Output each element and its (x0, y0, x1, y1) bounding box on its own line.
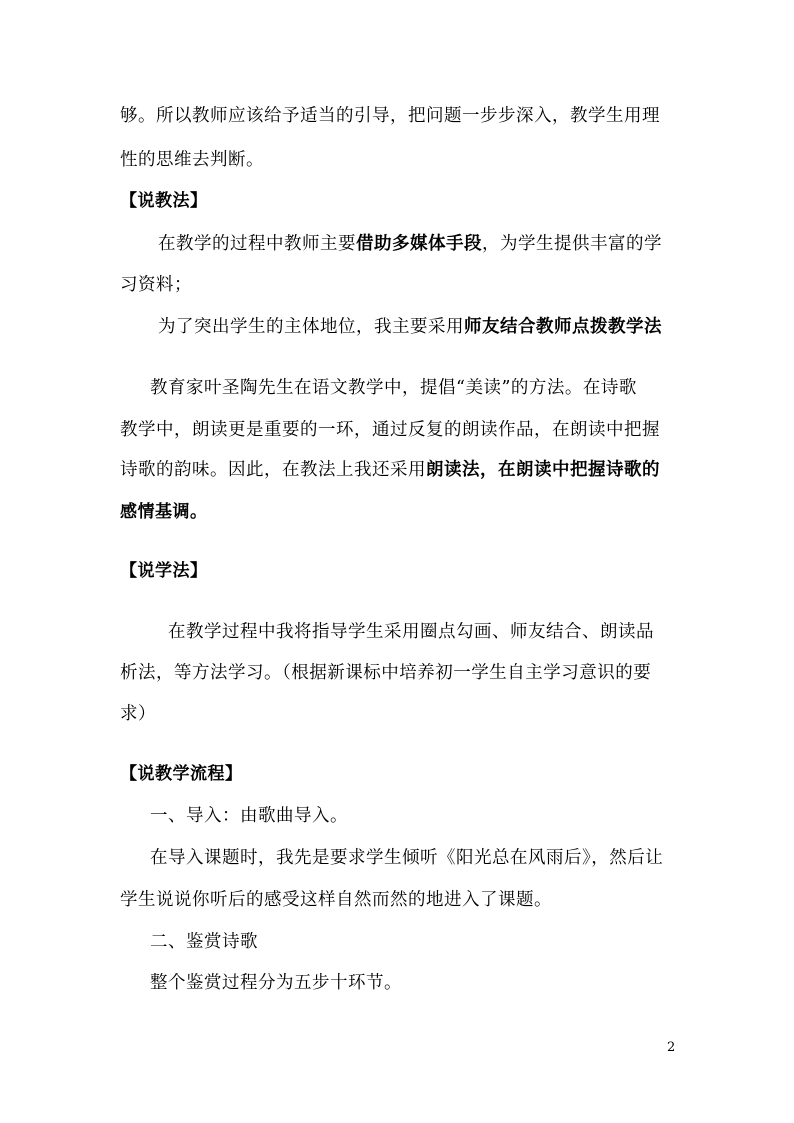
paragraph-line: 学生说说你听后的感受这样自然而然的地进入了课题。 (120, 890, 552, 910)
section-heading-learning-method: 【说学法】 (120, 561, 208, 581)
paragraph-line: 性的思维去判断。 (120, 150, 264, 170)
text-run: 为了突出学生的主体地位，我主要采用 (158, 317, 464, 337)
paragraph-line: 析法，等方法学习。（根据新课标中培养初一学生自主学习意识的要 (120, 663, 652, 683)
paragraph-line: 一、导入：由歌曲导入。 (150, 806, 348, 826)
paragraph-line (158, 315, 662, 339)
text-run: ，为学生提供丰富的学 (482, 234, 662, 254)
paragraph-line (158, 232, 662, 256)
section-heading-teaching-method: 【说教法】 (120, 191, 208, 211)
paragraph-line: 够。所以教师应该给予适当的引导，把问题一步步深入，教学生用理 (120, 106, 660, 126)
paragraph-line: 教育家叶圣陶先生在语文教学中，提倡“美读”的方法。在诗歌 (150, 378, 637, 398)
paragraph-line-bold: 感情基调。 (120, 502, 208, 522)
paragraph-line: 在导入课题时，我先是要求学生倾听《阳光总在风雨后》，然后让 (150, 848, 664, 868)
paragraph-line: 二、鉴赏诗歌 (150, 932, 258, 952)
paragraph-line: 教学中，朗读更是重要的一环，通过反复的朗读作品，在朗读中把握 (120, 420, 660, 440)
bold-text-run: 师友结合教师点拨教学法 (464, 317, 662, 337)
paragraph-line (120, 458, 660, 482)
paragraph-line: 习资料； (120, 275, 192, 295)
paragraph-line: 在教学过程中我将指导学生采用圈点勾画、师友结合、朗读品 (168, 622, 654, 642)
paragraph-line: 求） (120, 704, 156, 724)
page-number: 2 (667, 1040, 676, 1055)
bold-text-run: 借助多媒体手段 (356, 234, 482, 254)
section-heading-teaching-process: 【说教学流程】 (120, 764, 243, 784)
text-run: 诗歌的韵味。因此，在教法上我还采用 (120, 460, 426, 480)
paragraph-line: 整个鉴赏过程分为五步十环节。 (150, 973, 402, 993)
text-run: 在教学的过程中教师主要 (158, 234, 356, 254)
bold-text-run: 朗读法，在朗读中把握诗歌的 (426, 460, 660, 480)
